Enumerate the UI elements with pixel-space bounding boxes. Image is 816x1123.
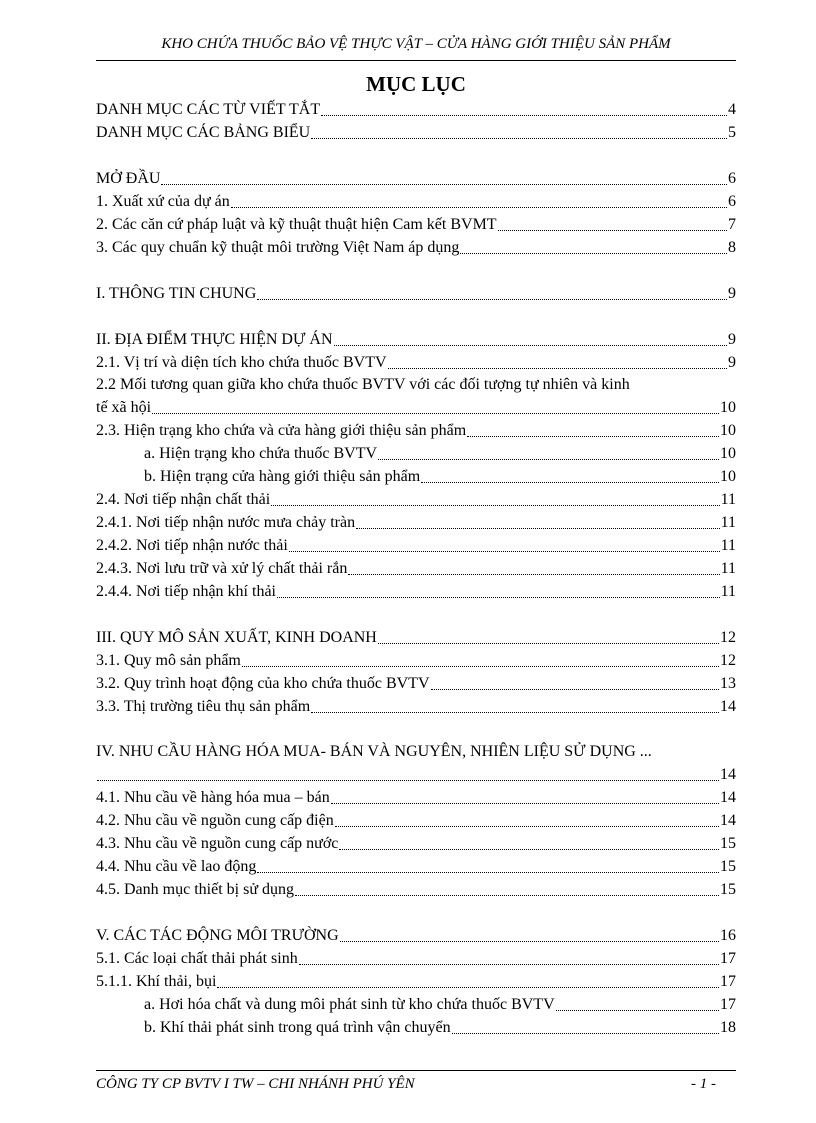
toc-entry-wrapped[interactable]: 2.2 Mối tương quan giữa kho chứa thuốc BVTV với các đối tượng tự nhiên và kinh — [96, 376, 630, 393]
toc-entry[interactable]: b. Hiện trạng cửa hàng giới thiệu sản phẩm 10 — [144, 468, 736, 485]
toc-entry[interactable]: 2.3. Hiện trạng kho chứa và cửa hàng giới thiệu sản phẩm 10 — [96, 422, 736, 439]
header-rule — [96, 60, 736, 61]
toc-entry[interactable]: V. CÁC TÁC ĐỘNG MÔI TRƯỜNG 16 — [96, 927, 736, 944]
toc-entry[interactable]: 3.3. Thị trường tiêu thụ sản phẩm 14 — [96, 698, 736, 715]
page-header: KHO CHỨA THUỐC BẢO VỆ THỰC VẬT – CỬA HÀNG GIỚI THIỆU SẢN PHẨM — [161, 36, 671, 52]
toc-title: MỤC LỤC — [366, 72, 466, 96]
footer-rule — [96, 1070, 736, 1071]
toc-entry[interactable]: 2.4.1. Nơi tiếp nhận nước mưa chảy tràn 11 — [96, 514, 736, 531]
toc-entry[interactable]: 2.1. Vị trí và diện tích kho chứa thuốc BVTV 9 — [96, 354, 736, 371]
toc-entry[interactable]: 4.5. Danh mục thiết bị sử dụng 15 — [96, 881, 736, 898]
toc-entry-wrapped[interactable]: IV. NHU CẦU HÀNG HÓA MUA- BÁN VÀ NGUYÊN, NHIÊN LIỆU SỬ DỤNG ... — [96, 743, 652, 760]
toc-entry[interactable]: a. Hiện trạng kho chứa thuốc BVTV 10 — [144, 445, 736, 462]
toc-entry[interactable]: a. Hơi hóa chất và dung môi phát sinh từ kho chứa thuốc BVTV 17 — [144, 996, 736, 1013]
toc-entry[interactable]: 2.4. Nơi tiếp nhận chất thải 11 — [96, 491, 736, 508]
toc-entry[interactable]: I. THÔNG TIN CHUNG 9 — [96, 285, 736, 302]
toc-entry[interactable]: 3.1. Quy mô sản phẩm 12 — [96, 652, 736, 669]
toc-entry[interactable]: 3.2. Quy trình hoạt động của kho chứa thuốc BVTV 13 — [96, 675, 736, 692]
toc-entry[interactable]: 2.4.3. Nơi lưu trữ và xử lý chất thải rắn 11 — [96, 560, 736, 577]
toc-entry[interactable]: 2.4.4. Nơi tiếp nhận khí thải 11 — [96, 583, 736, 600]
toc-entry[interactable]: 4.4. Nhu cầu về lao động 15 — [96, 858, 736, 875]
toc-entry[interactable]: 4.2. Nhu cầu về nguồn cung cấp điện 14 — [96, 812, 736, 829]
toc-entry[interactable]: 5.1.1. Khí thải, bụi 17 — [96, 973, 736, 990]
toc-entry[interactable]: 5.1. Các loại chất thải phát sinh 17 — [96, 950, 736, 967]
toc-entry[interactable]: II. ĐỊA ĐIỂM THỰC HIỆN DỰ ÁN 9 — [96, 331, 736, 348]
toc-entry[interactable]: DANH MỤC CÁC BẢNG BIỂU 5 — [96, 124, 736, 141]
footer-company: CÔNG TY CP BVTV I TW – CHI NHÁNH PHÚ YÊN — [96, 1076, 415, 1092]
toc-entry[interactable]: 2. Các căn cứ pháp luật và kỹ thuật thuật hiện Cam kết BVMT 7 — [96, 216, 736, 233]
toc-entry-continuation[interactable]: tế xã hội 10 — [96, 399, 736, 416]
toc-entry[interactable]: 4.3. Nhu cầu về nguồn cung cấp nước 15 — [96, 835, 736, 852]
toc-entry[interactable]: DANH MỤC CÁC TỪ VIẾT TẮT 4 — [96, 101, 736, 118]
toc-entry[interactable]: MỞ ĐẦU 6 — [96, 170, 736, 187]
table-of-contents — [96, 98, 736, 1039]
toc-entry[interactable]: III. QUY MÔ SẢN XUẤT, KINH DOANH 12 — [96, 629, 736, 646]
toc-entry[interactable]: 4.1. Nhu cầu về hàng hóa mua – bán 14 — [96, 789, 736, 806]
toc-entry[interactable]: 2.4.2. Nơi tiếp nhận nước thải 11 — [96, 537, 736, 554]
toc-entry-continuation[interactable]: 14 — [96, 763, 736, 786]
page-number: - 1 - — [691, 1076, 716, 1092]
toc-entry[interactable]: 1. Xuất xứ của dự án 6 — [96, 193, 736, 210]
toc-entry[interactable]: 3. Các quy chuẩn kỹ thuật môi trường Việt Nam áp dụng 8 — [96, 239, 736, 256]
toc-entry[interactable]: b. Khí thải phát sinh trong quá trình vận chuyển 18 — [144, 1019, 736, 1036]
